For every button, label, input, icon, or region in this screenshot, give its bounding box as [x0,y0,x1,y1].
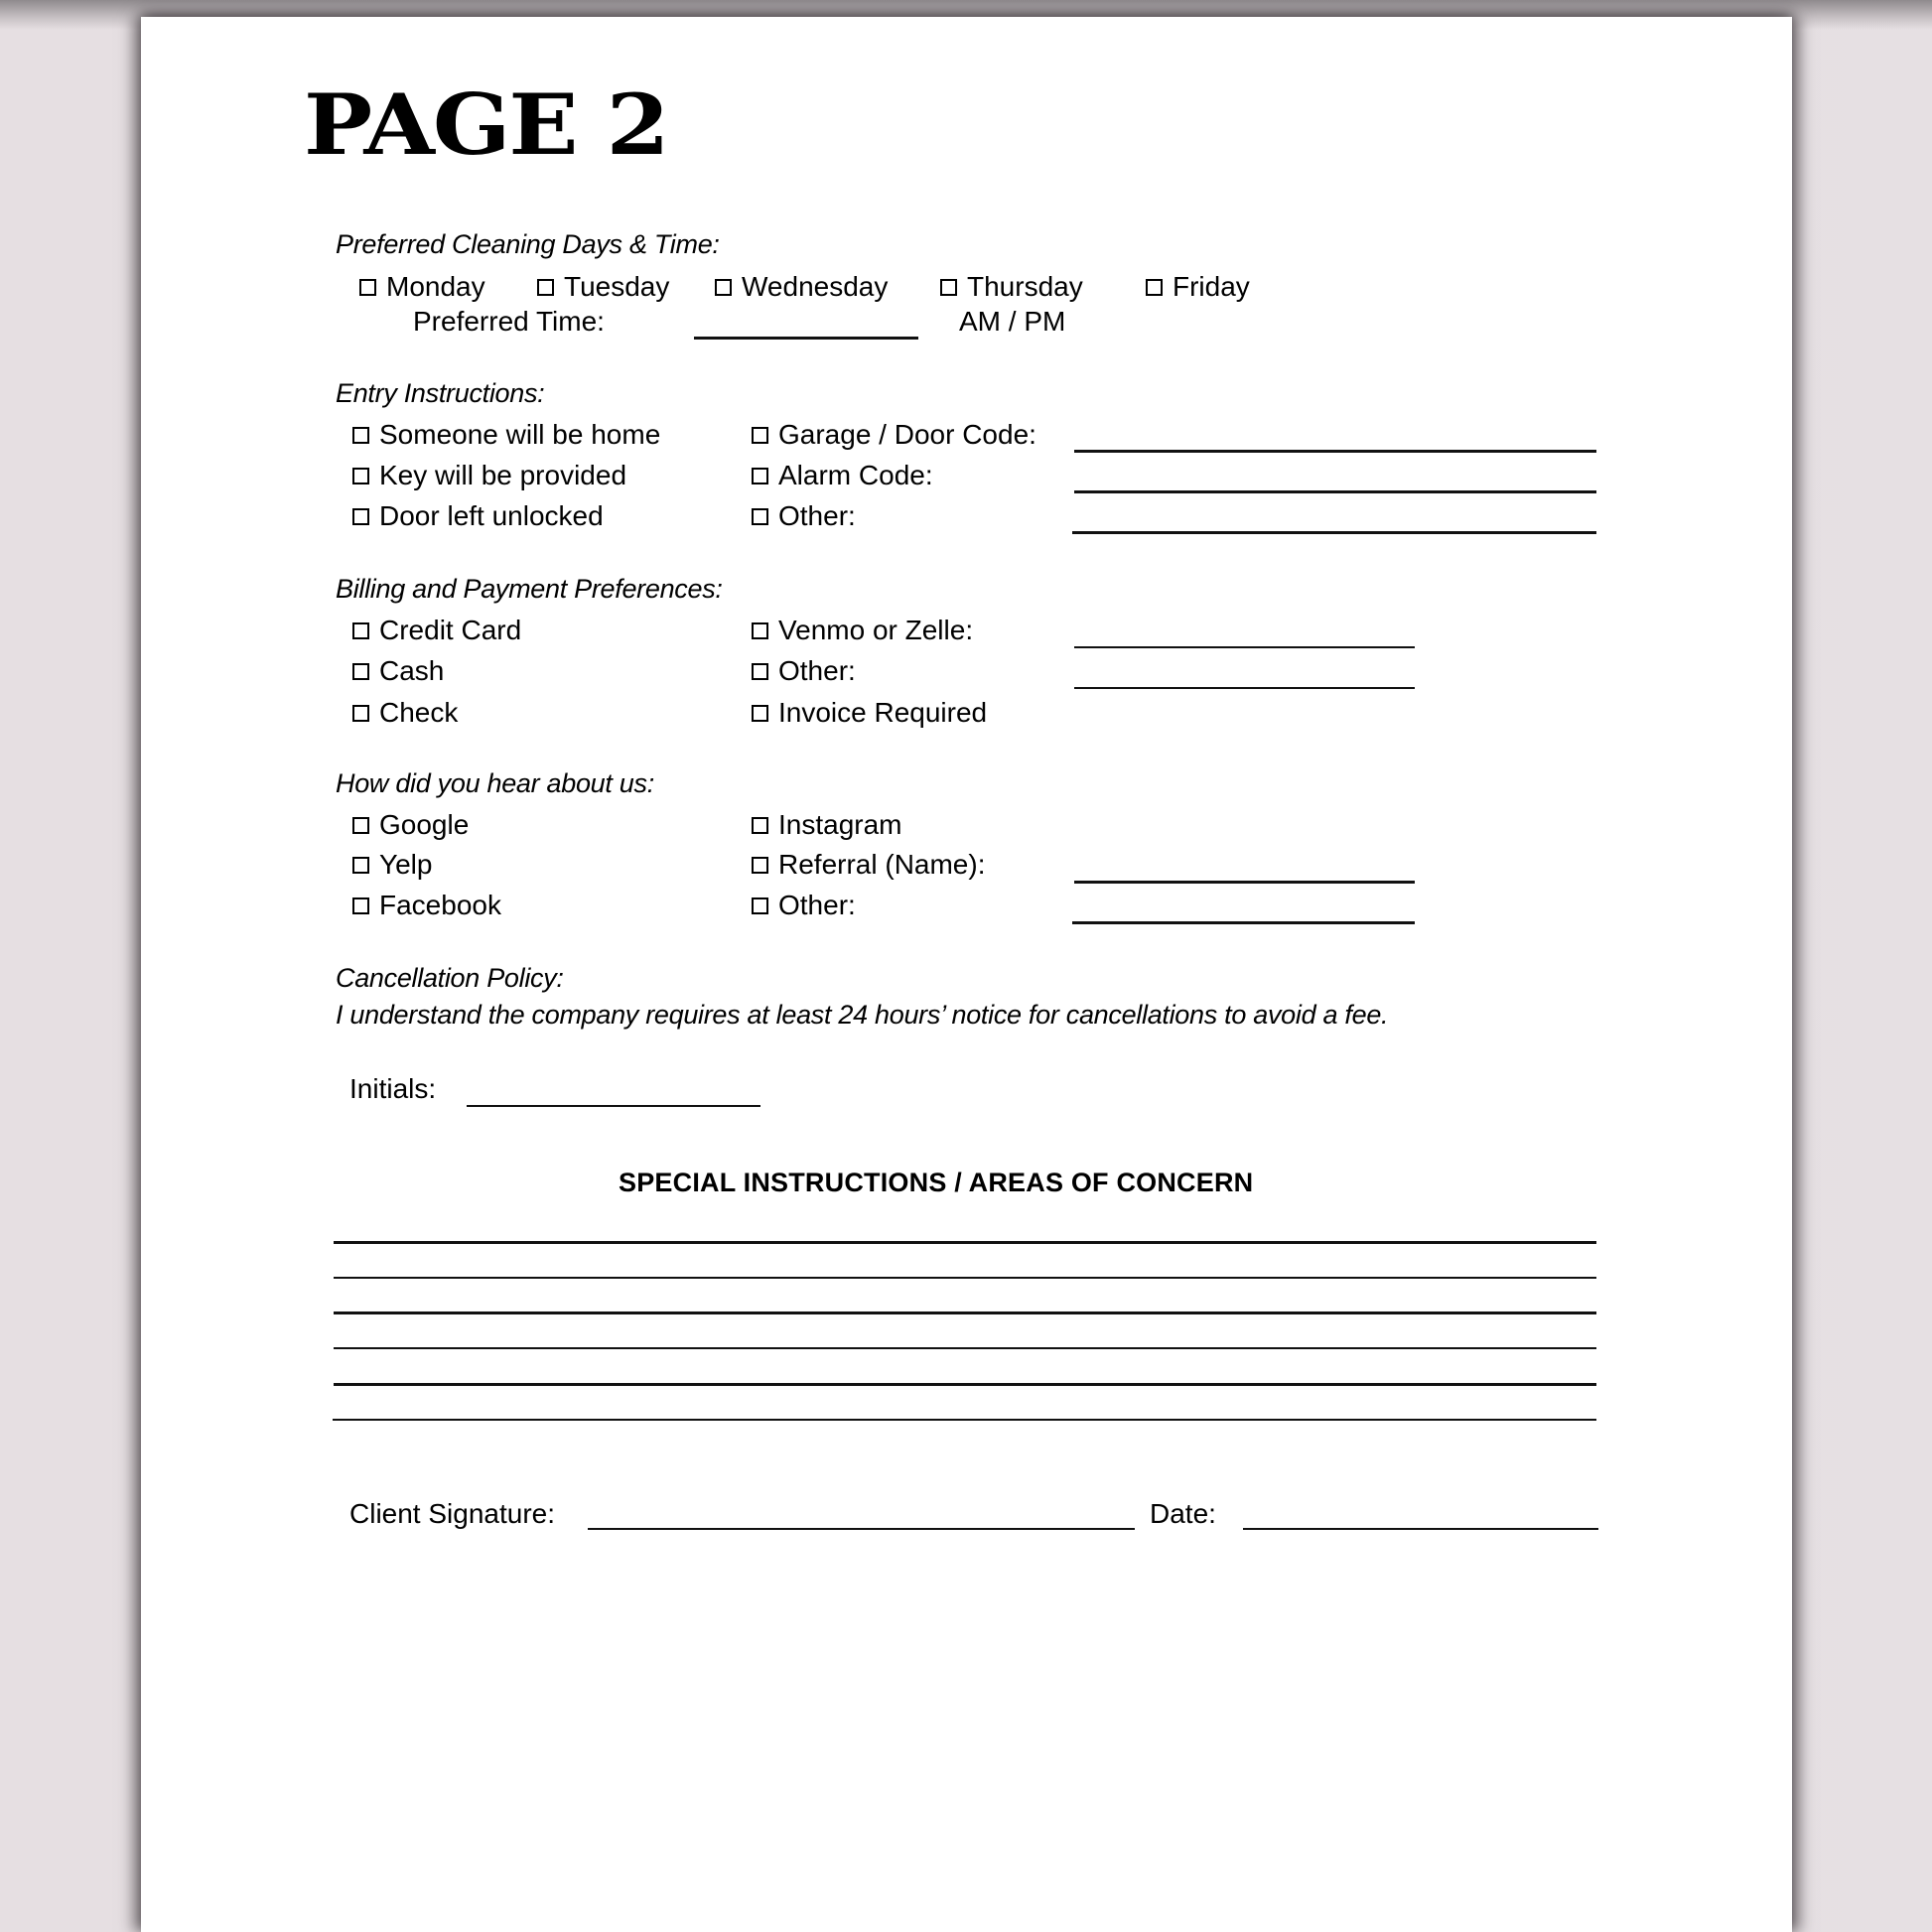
checkbox-friday[interactable]: Friday [1146,273,1250,301]
checkbox-door-unlocked[interactable]: Door left unlocked [352,502,604,530]
garage-code-field[interactable] [1074,450,1596,453]
entry-other-field[interactable] [1072,531,1596,534]
checkbox-icon [752,705,768,722]
checkbox-credit-card[interactable]: Credit Card [352,617,521,644]
referral-other-field[interactable] [1072,921,1415,924]
checkbox-venmo-zelle[interactable]: Venmo or Zelle: [752,617,973,644]
checkbox-icon [352,817,369,834]
checkbox-icon [752,897,768,914]
form-page [141,17,1792,1932]
special-instructions-line-1[interactable] [334,1241,1596,1244]
referral-name-field[interactable] [1074,881,1415,884]
checkbox-cash[interactable]: Cash [352,657,444,685]
checkbox-icon [352,508,369,525]
checkbox-icon [352,663,369,680]
checkbox-instagram[interactable]: Instagram [752,811,902,839]
checkbox-check[interactable]: Check [352,699,458,727]
checkbox-entry-other[interactable]: Other: [752,502,856,530]
checkbox-icon [352,857,369,874]
checkbox-icon [352,468,369,484]
special-instructions-line-4[interactable] [334,1347,1596,1349]
checkbox-google[interactable]: Google [352,811,469,839]
client-signature-label: Client Signature: [349,1498,556,1529]
checkbox-facebook[interactable]: Facebook [352,892,501,919]
checkbox-icon [940,279,957,296]
date-field[interactable] [1243,1528,1598,1530]
special-instructions-line-3[interactable] [334,1311,1596,1314]
preferred-time-field[interactable] [694,337,918,340]
checkbox-garage-code[interactable]: Garage / Door Code: [752,421,1036,449]
initials-label: Initials: [349,1073,437,1104]
section-header-referral: How did you hear about us: [336,768,654,798]
checkbox-icon [352,622,369,639]
checkbox-referral-name[interactable]: Referral (Name): [752,851,985,879]
cancellation-policy-text: I understand the company requires at least 24 hours’ notice for cancellations to avoid a fee. [336,1000,1389,1030]
checkbox-icon [752,427,768,444]
special-instructions-line-6[interactable] [333,1419,1596,1421]
preferred-time-label: Preferred Time: [413,306,605,337]
initials-field[interactable] [467,1105,760,1107]
am-pm-label: AM / PM [959,306,1066,337]
checkbox-thursday[interactable]: Thursday [940,273,1083,301]
checkbox-billing-other[interactable]: Other: [752,657,856,685]
checkbox-icon [1146,279,1163,296]
billing-other-field[interactable] [1074,687,1415,689]
checkbox-someone-home[interactable]: Someone will be home [352,421,660,449]
page-title: PAGE 2 [304,74,668,174]
section-header-entry: Entry Instructions: [336,378,545,408]
date-label: Date: [1150,1498,1216,1529]
checkbox-icon [537,279,554,296]
checkbox-alarm-code[interactable]: Alarm Code: [752,462,933,489]
checkbox-referral-other[interactable]: Other: [752,892,856,919]
checkbox-icon [752,622,768,639]
section-header-billing: Billing and Payment Preferences: [336,574,723,604]
checkbox-icon [752,663,768,680]
alarm-code-field[interactable] [1074,490,1596,493]
checkbox-yelp[interactable]: Yelp [352,851,432,879]
checkbox-tuesday[interactable]: Tuesday [537,273,669,301]
checkbox-icon [715,279,732,296]
checkbox-icon [752,508,768,525]
special-instructions-heading: SPECIAL INSTRUCTIONS / AREAS OF CONCERN [619,1168,1254,1197]
checkbox-invoice-required[interactable]: Invoice Required [752,699,987,727]
special-instructions-line-2[interactable] [334,1277,1596,1279]
section-header-schedule: Preferred Cleaning Days & Time: [336,229,720,259]
checkbox-icon [352,705,369,722]
checkbox-icon [359,279,376,296]
checkbox-monday[interactable]: Monday [359,273,485,301]
venmo-zelle-field[interactable] [1074,646,1415,648]
checkbox-icon [752,857,768,874]
client-signature-field[interactable] [588,1528,1135,1530]
checkbox-icon [752,817,768,834]
checkbox-key-provided[interactable]: Key will be provided [352,462,626,489]
checkbox-icon [352,897,369,914]
section-header-cancellation: Cancellation Policy: [336,963,564,993]
special-instructions-line-5[interactable] [334,1383,1596,1386]
checkbox-icon [752,468,768,484]
checkbox-wednesday[interactable]: Wednesday [715,273,888,301]
checkbox-icon [352,427,369,444]
